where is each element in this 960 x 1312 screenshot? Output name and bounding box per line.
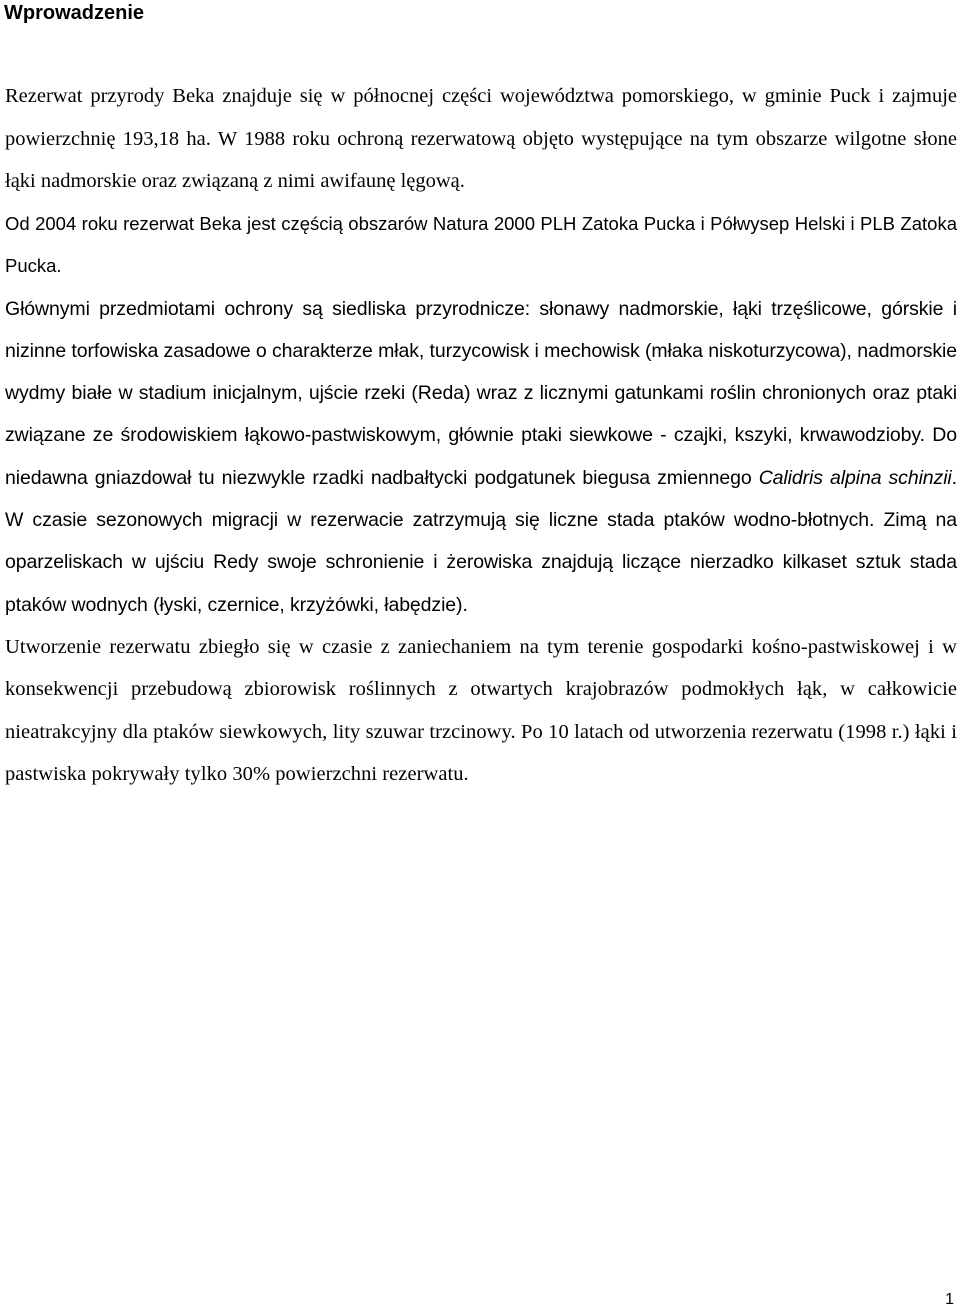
paragraph-protection-text-end: . W czasie sezonowych migracji w rezerwacie zatrzymują się liczne stada ptaków wodno-błotnych. Zimą na oparzeliskach w ujściu Redy swoje schronienie i żerowiska znajdują liczące nierzadko kilkaset sztuk stada ptaków wodnych (łyski, czernice, krzyżówki, łabędzie). — [5, 466, 957, 616]
species-latin-name: Calidris alpina schinzii — [758, 466, 952, 489]
paragraph-reserve-history: Utworzenie rezerwatu zbiegło się w czasie z zaniechaniem na tym terenie gospodarki kośno-pastwiskowej i w konsekwencji przebudową zbiorowisk roślinnych z otwartych krajobrazów podmokłych łąk, w całkowicie nieatrakcyjny dla ptaków siewkowych, lity szuwar trzcinowy. Po 10 latach od utworzenia rezerwatu (1998 r.) łąki i pastwiska pokrywały tylko 30% powierzchni rezerwatu. — [5, 635, 957, 786]
paragraph-protection-text-start: Głównymi przedmiotami ochrony są siedliska przyrodnicze: słonawy nadmorskie, łąki trzęślicowe, górskie i nizinne torfowiska zasadowe o charakterze młak, turzycowisk i mechowisk (młaka niskoturzycowa), nadmorskie wydmy białe w stadium inicjalnym, ujście rzeki (Reda) wraz z licznymi gatunkami roślin chronionych oraz ptaki związane ze środowiskiem łąkowo-pastwiskowym, głównie ptaki siewkowe - czajki, kszyki, krwawodzioby. Do niedawna gniazdował tu niezwykle rzadki nadbałtycki podgatunek biegusa zmiennego — [5, 297, 957, 489]
body-text — [5, 75, 957, 796]
paragraph-location: Rezerwat przyrody Beka znajduje się w północnej części województwa pomorskiego, w gminie Puck i zajmuje powierzchnię 193,18 ha. W 1988 roku ochroną rezerwatową objęto występujące na tym obszarze wilgotne słone łąki nadmorskie oraz związaną z nimi awifaunę lęgową. — [5, 85, 957, 192]
section-heading: Wprowadzenie — [4, 2, 145, 24]
paragraph-natura-2000: Od 2004 roku rezerwat Beka jest częścią obszarów Natura 2000 PLH Zatoka Pucka i Półwysep Helski i PLB Zatoka Pucka. — [5, 212, 957, 276]
paragraph-protection-subjects — [5, 288, 957, 626]
page-number: 1 — [945, 1291, 954, 1308]
